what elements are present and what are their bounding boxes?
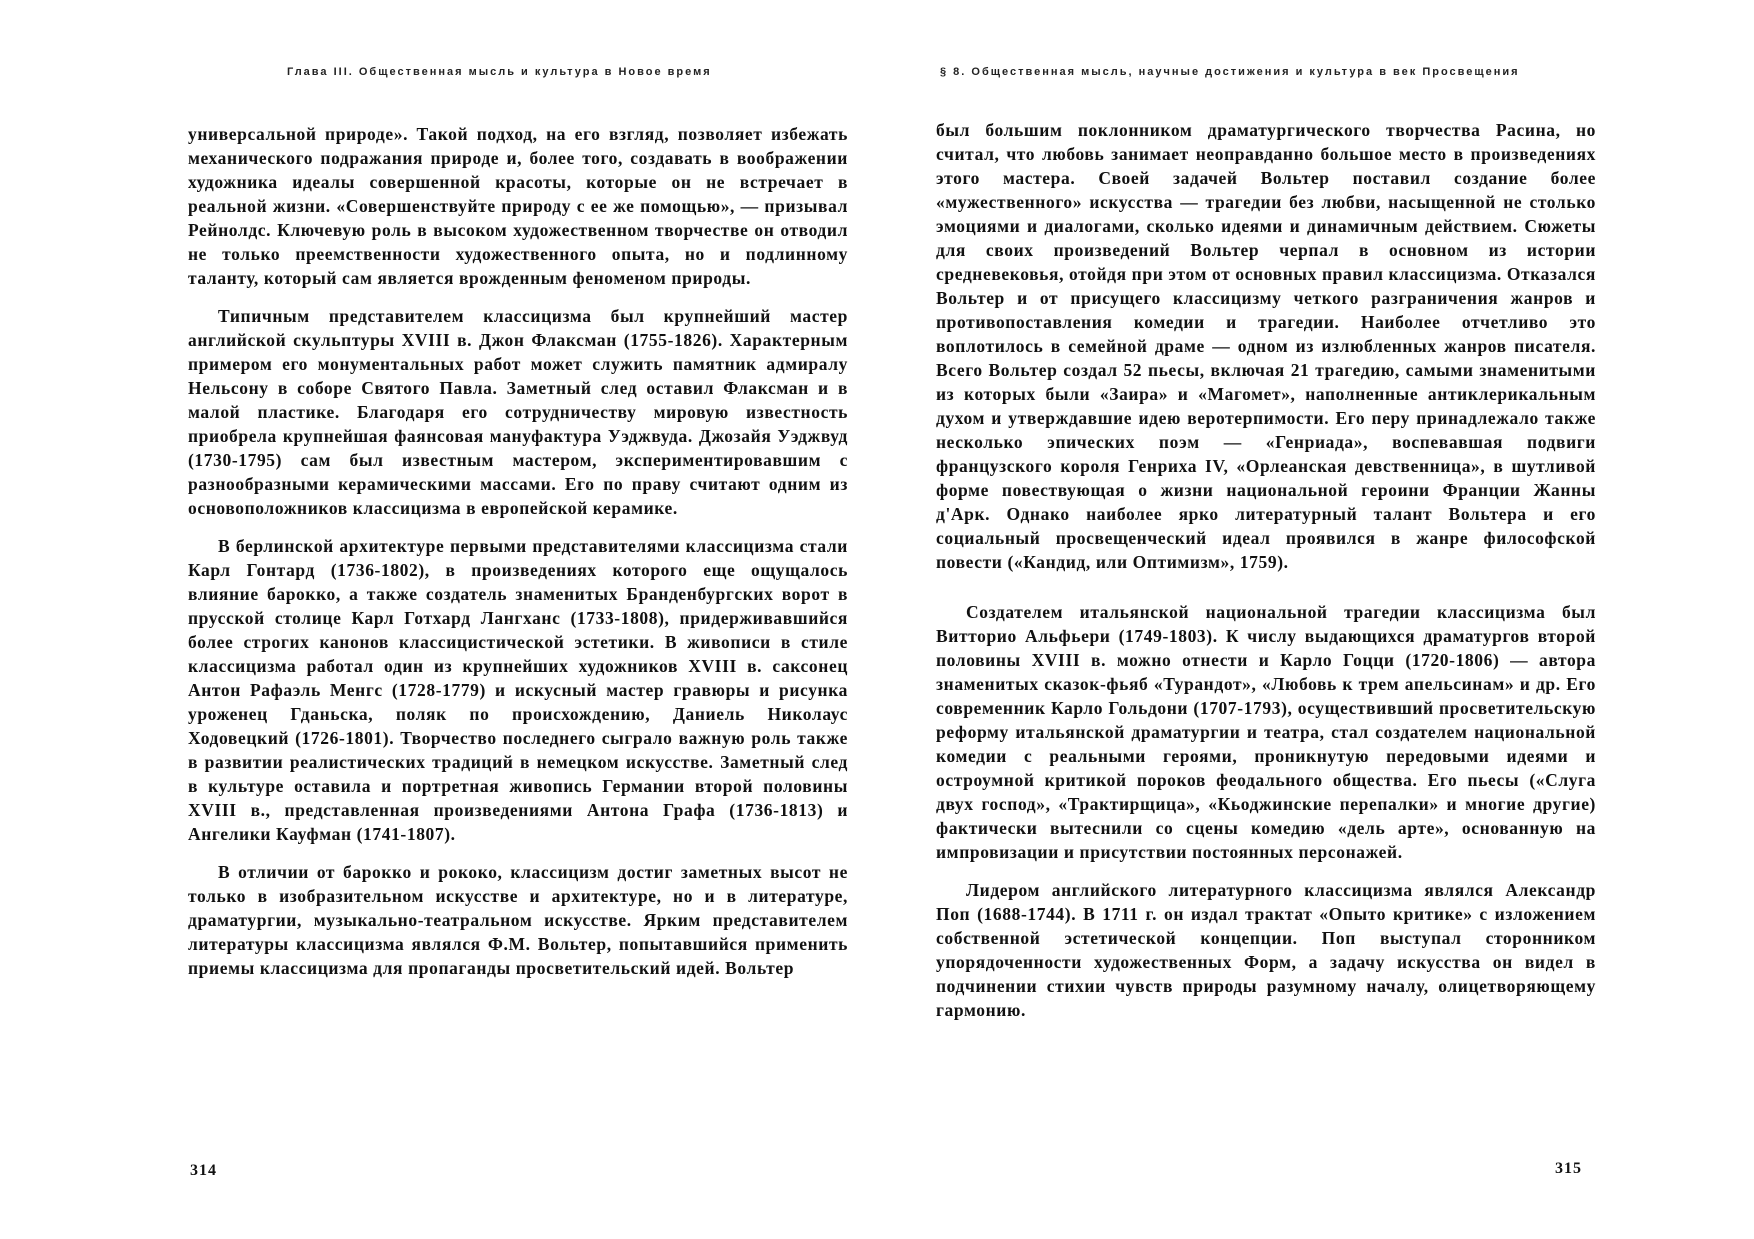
paragraph: был большим поклонником драматургического творчества Расина, но считал, что любовь занимает неоправданно большое место в произведениях этого мастера. Своей задачей Вольтер поставил создание более «мужественного» искусства — трагедии без любви, насыщенной не столько эмоциями и диалогами, сколько идеями и динамичным действием. Сюжеты для своих произведений Вольтер черпал в основном из истории средневековья, отойдя при этом от основных правил классицизма. Отказался Вольтер и от присущего классицизму четкого разграничения жанров и противопоставления комедии и трагедии. Наиболее отчетливо это воплотилось в семейной драме — одном из излюбленных жанров писателя. Всего Вольтер создал 52 пьесы, включая 21 трагедию, самыми знаменитыми из которых были «Заира» и «Магомет», наполненные антиклерикальным духом и утверждавшие идею веротерпимости. Его перу принадлежало также несколько эпических поэм — «Генриада», воспевавшая подвиги французского короля Генриха IV, «Орлеанская девственница», в шутливой форме повествующая о жизни национальной героини Франции Жанны д'Арк. Однако наиболее ярко литературный талант Вольтера и его социальный просвещенческий идеал проявился в жанре философской повести («Кандид, или Оптимизм», 1759). xyxy=(936,120,1596,572)
page-number: 315 xyxy=(1555,1160,1582,1177)
right-text-body xyxy=(936,118,1596,1022)
left-running-head: Глава III. Общественная мысль и культура в Новое время xyxy=(287,66,712,78)
left-text-body xyxy=(188,122,848,980)
paragraph: Типичным представителем классицизма был крупнейший мастер английской скульптуры XVIII в. Джон Флаксман (1755-1826). Характерным примером его монументальных работ может служить памятник адмиралу Нельсону в соборе Святого Павла. Заметный след оставил Флаксман и в малой пластике. Благодаря его сотрудничеству мировую известность приобрела крупнейшая фаянсовая мануфактура Уэджвуда. Джозайя Уэджвуд (1730-1795) сам был известным мастером, экспериментировавшим с разнообразными керамическими массами. Его по праву считают одним из основоположников классицизма в европейской керамике. xyxy=(188,306,848,518)
right-page xyxy=(877,0,1754,1239)
paragraph: В отличии от барокко и рококо, классицизм достиг заметных высот не только в изобразительном искусстве и архитектуре, но и в литературе, драматургии, музыкально-театральном искусстве. Ярким представителем литературы классицизма являлся Ф.М. Вольтер, попытавшийся применить приемы классицизма для пропаганды просветительский идей. Вольтер xyxy=(188,862,848,978)
paragraph: Лидером английского литературного классицизма являлся Александр Поп (1688-1744). В 1711 г. он издал трактат «Опыто критике» с изложением собственной эстетической концепции. Поп выступал сторонником упорядоченности художественных Форм, а задачу искусства он видел в подчинении стихии чувств природы разумному началу, олицетворяющему гармонию. xyxy=(936,880,1596,1020)
right-running-head: § 8. Общественная мысль, научные достижения и культура в век Просвещения xyxy=(940,66,1520,78)
paragraph: В берлинской архитектуре первыми представителями классицизма стали Карл Гонтард (1736-1802), в произведениях которого еще ощущалось влияние барокко, а также создатель знаменитых Бранденбургских ворот в прусской столице Карл Готхард Лангханс (1733-1808), придерживавшийся более строгих канонов классицистической эстетики. В живописи в стиле классицизма работал один из крупнейших художников XVIII в. саксонец Антон Рафаэль Менгс (1728-1779) и искусный мастер гравюры и рисунка уроженец Гданьска, поляк по происхождению, Даниель Николаус Ходовецкий (1726-1801). Творчество последнего сыграло важную роль также в развитии реалистических традиций в немецком искусстве. Заметный след в культуре оставила и портретная живопись Германии второй половины XVIII в., представленная произведениями Антона Графа (1736-1813) и Ангелики Кауфман (1741-1807). xyxy=(188,536,848,844)
paragraph: Создателем итальянской национальной трагедии классицизма был Витторио Альфьери (1749-1803). К числу выдающихся драматургов второй половины XVIII в. можно отнести и Карло Гоцци (1720-1806) — автора знаменитых сказок-фьяб «Турандот», «Любовь к трем апельсинам» и др. Его современник Карло Гольдони (1707-1793), осуществивший просветительскую реформу итальянской драматургии и театра, стал создателем национальной комедии с реальными героями, проникнутую передовыми идеями и остроумной критикой пороков феодального общества. Его пьесы («Слуга двух господ», «Трактирщица», «Кьоджинские перепалки» и многие другие) фактически вытеснили со сцены комедию «дель арте», основанную на импровизации и присутствии постоянных персонажей. xyxy=(936,602,1596,862)
paragraph: универсальной природе». Такой подход, на его взгляд, позволяет избежать механического подражания природе и, более того, создавать в воображении художника идеалы совершенной красоты, которые он не встречает в реальной жизни. «Совершенствуйте природу с ее же помощью», — призывал Рейнолдс. Ключевую роль в высоком художественном творчестве он отводил не только преемственности художественного опыта, но и подлинному таланту, который сам является врожденным феноменом природы. xyxy=(188,124,848,288)
page-number: 314 xyxy=(190,1162,217,1179)
